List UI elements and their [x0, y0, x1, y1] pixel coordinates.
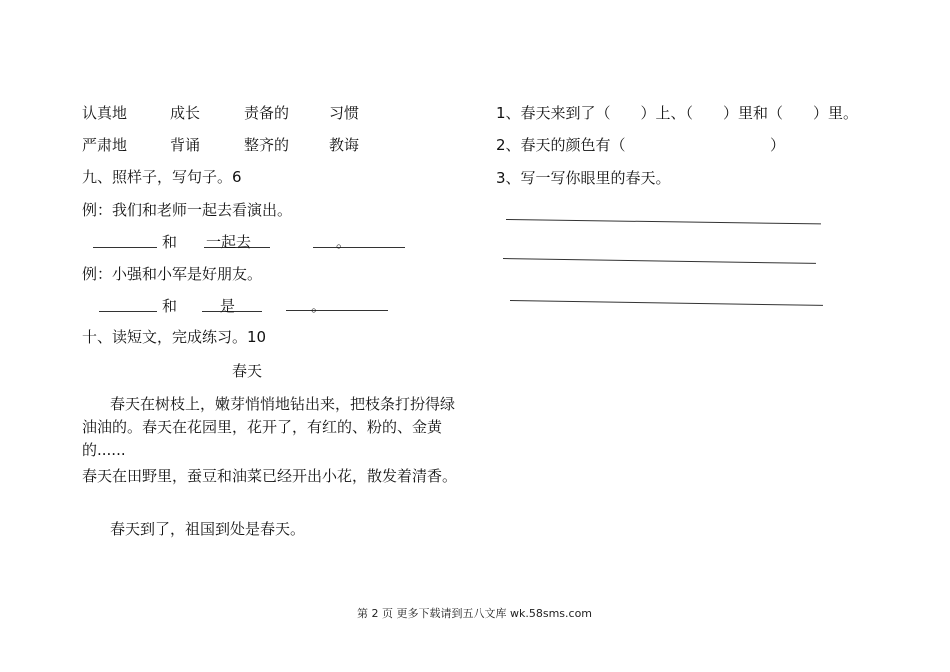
section-9-title: 九、照样子，写句子。6 — [82, 168, 242, 186]
vocab-word: 背诵 — [170, 136, 201, 154]
example-sentence-2: 例：小强和小军是好朋友。 — [82, 265, 263, 283]
answer-line — [503, 258, 816, 264]
answer-line — [510, 300, 823, 306]
question-2: 2、春天的颜色有（ — [496, 136, 626, 154]
page-footer: 第 2 页 更多下载请到五八文库 wk.58sms.com — [357, 607, 593, 620]
vocab-word: 教诲 — [329, 136, 360, 154]
fill-word: 和 — [162, 297, 178, 315]
vocab-word: 习惯 — [329, 104, 360, 122]
vocab-word: 成长 — [170, 104, 201, 122]
fill-blank-line — [99, 311, 157, 312]
passage-title: 春天 — [232, 362, 263, 380]
passage-paragraph: 春天到了，祖国到处是春天。 — [110, 520, 306, 538]
question-3: 3、写一写你眼里的春天。 — [496, 169, 671, 187]
fill-period: 。 — [336, 233, 352, 251]
passage-paragraph: 春天在田野里，蚕豆和油菜已经开出小花，散发着清香。 — [82, 467, 458, 485]
passage-paragraph: 春天在树枝上，嫩芽悄悄地钻出来，把枝条打扮得绿油油的。春天在花园里，花开了，有红的、粉的、金黄的...... — [82, 395, 456, 459]
fill-blank-line — [313, 247, 405, 248]
fill-word: 一起去 — [206, 233, 252, 251]
fill-blank-line — [286, 310, 388, 311]
vocab-word: 认真地 — [82, 104, 128, 122]
vocab-word: 责备的 — [244, 104, 290, 122]
fill-blank-line — [93, 247, 157, 248]
answer-line — [506, 219, 821, 224]
fill-word: 和 — [162, 233, 178, 251]
vocab-word: 严肃地 — [82, 136, 128, 154]
fill-word: 是 — [220, 297, 236, 315]
vocab-word: 整齐的 — [244, 136, 290, 154]
question-1: 1、春天来到了（ ）上、（ ）里和（ ）里。 — [496, 104, 859, 122]
example-sentence-1: 例：我们和老师一起去看演出。 — [82, 201, 293, 219]
question-2-close-paren: ） — [770, 136, 786, 154]
fill-period: 。 — [311, 297, 327, 315]
section-10-title: 十、读短文，完成练习。10 — [82, 328, 267, 346]
